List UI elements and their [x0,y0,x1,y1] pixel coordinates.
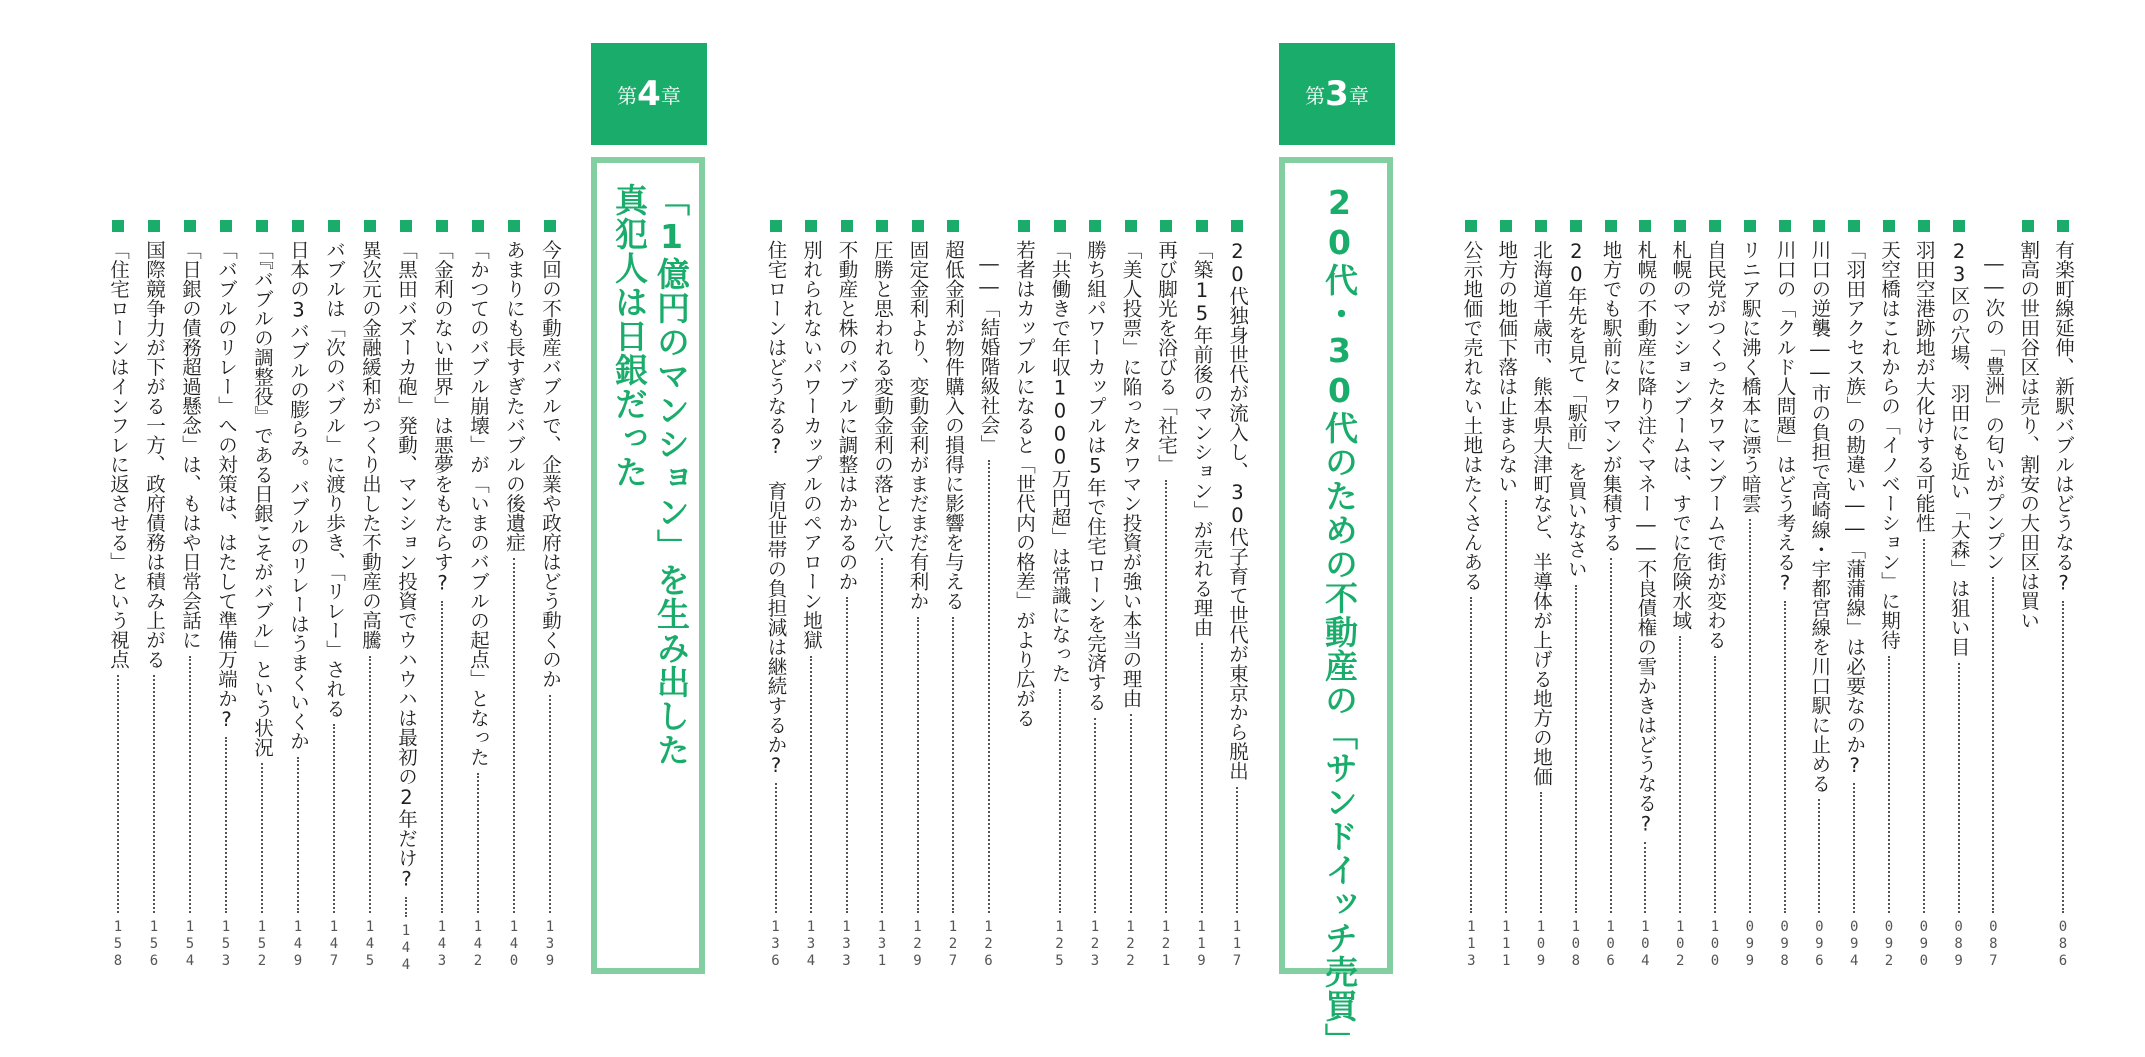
toc-entry[interactable] [1944,220,1974,970]
toc-entry[interactable] [1909,220,1939,970]
toc-entry-page: 102 [1672,919,1689,970]
toc-entry[interactable] [1009,220,1039,970]
toc-entry-body [796,220,826,970]
toc-entry[interactable] [499,220,529,970]
toc-entry-title: 地方でも駅前にタワマンが集積する [1599,240,1623,552]
toc-entry[interactable] [761,220,791,970]
toc-entry-title: 20年先を見て「駅前」を買いなさい [1564,240,1588,579]
toc-entry[interactable] [1804,220,1834,970]
bullet-icon [1500,220,1512,232]
leader-dots [477,773,479,914]
leader-dots [333,724,335,913]
toc-entry-page: 098 [1776,919,1793,970]
toc-entry-title: 公示地価で売れない土地はたくさんある [1460,240,1484,591]
leader-dots [1888,656,1890,914]
leader-dots [1784,601,1786,914]
leader-dots [1714,656,1716,914]
leader-dots [117,675,119,913]
chapter-label-suffix: 章 [1348,83,1369,108]
toc-entry-title: 20代独身世代が流入し、30代子育て世代が東京から脱出 [1226,240,1249,781]
toc-entry[interactable] [903,220,933,970]
toc-entry-page: 149 [290,919,306,970]
toc-entry-body [1187,220,1217,970]
chapter-label-prefix: 第 [617,83,638,108]
toc-entry-body [139,220,169,970]
toc-entry-page: 123 [1087,919,1103,970]
bullet-icon [2022,220,2034,232]
leader-dots [952,617,954,914]
toc-entry-title: 「羽田アクセス族」の勘違い――「蒲蒲線」は必要なのか? [1843,240,1867,777]
chapter-4-title-line2: 真犯人は日銀だった [610,183,649,489]
toc-entry-page: 104 [1637,919,1654,970]
toc-entry-title: 勝ち組パワーカップルは5年で住宅ローンを完済する [1084,240,1107,712]
bullet-icon [148,220,160,232]
leader-dots [917,617,919,914]
toc-entry-body [1944,220,1974,970]
bullet-icon [1054,220,1066,232]
toc-entry-page: 111 [1498,919,1515,970]
toc-entry-body [391,220,421,974]
toc-entry-page: 094 [1846,919,1863,970]
toc-entry-page: 099 [1741,919,1758,970]
leader-dots [1992,577,1994,913]
toc-entry-title: 羽田空港跡地が大化けする可能性 [1912,240,1936,533]
leader-dots [988,460,990,913]
toc-entry-body [247,220,277,970]
toc-entry-body [1770,220,1800,970]
toc-entry-body [2048,220,2078,970]
toc-entry-continuation[interactable] [1978,220,2008,970]
toc-entry[interactable] [2048,220,2078,970]
leader-dots [1059,689,1061,913]
leader-dots [513,558,515,913]
toc-entry-title: 割高の世田谷区は売り、割安の大田区は買い [2017,240,2041,630]
chapter-4-title-box [591,157,705,974]
toc-entry[interactable] [1630,220,1660,970]
bullet-icon [841,220,853,232]
toc-entry-page: 152 [254,919,270,970]
bullet-icon [1744,220,1756,232]
chapter-4-tab [591,43,707,145]
toc-entry-body [175,220,205,970]
bullet-icon [1639,220,1651,232]
toc-entry[interactable] [1116,220,1146,970]
leader-dots [1505,500,1507,914]
toc-entry-page: 145 [362,919,378,970]
toc-entry-body [903,220,933,970]
chapter-3-tab [1279,43,1395,145]
toc-entry-body [283,220,313,970]
bullet-icon [2057,220,2069,232]
toc-entry-title: 「バブルのリレー」への対策は、はたして準備万端か? [215,240,238,731]
toc-entry-title: 固定金利より、変動金利がまだまだ有利か [906,240,930,611]
toc-entry-title: バブルは「次のバブル」に渡り歩き、「リレー」される [323,240,346,718]
toc-entry[interactable] [938,220,968,970]
chapter-number: 4 [637,74,661,114]
toc-entry-title: 「共働きで年収1000万円超」は常識になった [1048,240,1072,683]
bullet-icon [1605,220,1617,232]
toc-entry-body [1045,220,1075,970]
toc-entry-body [355,220,385,970]
toc-entry-page: 131 [874,919,890,970]
toc-entry-body [1978,220,2008,970]
toc-entry-title: 別れられないパワーカップルのペアローン地獄 [800,240,823,650]
toc-entry-page: 096 [1811,919,1828,970]
toc-entry-body [1596,220,1626,970]
leader-dots [1679,636,1681,913]
toc-entry[interactable] [1700,220,1730,970]
chapter-label-suffix: 章 [660,83,681,108]
toc-entry[interactable] [1874,220,1904,970]
toc-entry-body [1909,220,1939,970]
leader-dots [1236,787,1238,914]
toc-entry[interactable] [1080,220,1110,970]
toc-entry-body [1456,220,1486,970]
chapter-3-title: 20代・30代のための不動産の「サンドイッチ売買」 [1320,183,1359,1057]
toc-entry-page: 144 [398,922,414,974]
toc-entry-body [1735,220,1765,970]
toc-entry-page: 089 [1950,919,1967,970]
toc-entry-title: 有楽町線延伸、新駅バブルはどうなる? [2052,240,2075,595]
toc-entry-body [1839,220,1869,970]
toc-entry-title: 国際競争力が下がる一方、政府債務は積み上がる [143,240,166,669]
toc-entry-page: 143 [434,919,450,970]
toc-entry-body [2013,220,2043,970]
bullet-icon [1813,220,1825,232]
bullet-icon [1231,220,1243,232]
toc-entry-page: 125 [1051,919,1068,970]
toc-entry-body [1009,220,1039,970]
toc-entry-title: 「日銀の債務超過懸念」は、もはや日常会話に [179,240,202,650]
toc-entry-body [1151,220,1181,970]
toc-entry-body [1665,220,1695,970]
toc-entry-page: 136 [767,919,784,970]
bullet-icon [364,220,376,232]
leader-dots [1540,792,1542,913]
toc-entry-body [867,220,897,970]
toc-entry-title: 23区の穴場、羽田にも近い「大森」は狙い目 [1947,240,1971,657]
bullet-icon [805,220,817,232]
leader-dots [1644,842,1646,914]
toc-entry-page: 142 [470,919,486,970]
toc-entry[interactable] [2013,220,2043,970]
leader-dots [1818,799,1820,913]
leader-dots [881,558,883,913]
leader-dots [846,597,848,913]
toc-entry[interactable] [463,220,493,970]
toc-entry-title: 札幌の不動産に降り注ぐマネー――不良債権の雪かきはどうなる? [1634,240,1658,836]
toc-entry[interactable] [319,220,349,970]
toc-entry-page: 140 [506,919,522,970]
chapter-number: 3 [1325,74,1349,114]
leader-dots [1923,539,1925,914]
toc-entry-title: 若者はカップルになると「世代内の格差」がより広がる [1013,240,1036,728]
toc-entry-title: 札幌のマンションブームは、すでに危険水域 [1669,240,1693,630]
toc-entry-page: 127 [945,919,961,970]
toc-entry[interactable] [1596,220,1626,970]
bullet-icon [1674,220,1686,232]
leader-dots [189,656,191,914]
leader-dots [297,757,299,914]
leader-dots [1610,558,1612,913]
bullet-icon [328,220,340,232]
toc-entry-title: 超低金利が物件購入の損得に影響を与える [942,240,965,611]
toc-entry-body [1700,220,1730,970]
bullet-icon [256,220,268,232]
toc-entry-continuation[interactable] [974,220,1004,970]
leader-dots [1165,480,1167,913]
toc-entry-body [1491,220,1521,970]
bullet-icon [1883,220,1895,232]
toc-entry-page: 158 [110,919,126,970]
bullet-icon [770,220,782,232]
bullet-icon [1709,220,1721,232]
toc-entry-body [103,220,133,970]
toc-entry-title: 「かつてのバブル崩壊」が「いまのバブルの起点」となった [467,240,490,767]
bullet-icon [1779,220,1791,232]
bullet-icon [1953,220,1965,232]
leader-dots [405,897,407,917]
toc-entry-page: 106 [1602,919,1619,970]
toc-entry-page: 108 [1567,919,1584,970]
toc-entry-body [1526,220,1556,970]
leader-dots [775,783,777,913]
chapter-4-title-line1: 「1億円のマンション」を生み出した [652,183,691,767]
toc-entry[interactable] [1665,220,1695,970]
toc-entry[interactable] [832,220,862,970]
bullet-icon [508,220,520,232]
toc-entry-page: 113 [1463,919,1480,970]
toc-entry-title: 「金利のない世界」は悪夢をもたらす? [431,240,454,595]
toc-entry-body [535,220,565,970]
bullet-icon [876,220,888,232]
toc-entry-body [211,220,241,970]
toc-entry[interactable] [427,220,457,970]
toc-entry-page: 156 [146,919,162,970]
toc-entry[interactable] [139,220,169,970]
toc-entry[interactable] [796,220,826,970]
toc-entry-page: 147 [326,919,342,970]
toc-entry-title: 異次元の金融緩和がつくり出した不動産の高騰 [359,240,382,650]
toc-entry-title: 「『バブルの調整役』である日銀こそがバブル」という状況 [251,240,274,757]
toc-entry[interactable] [1222,220,1252,970]
toc-entry-title: 圧勝と思われる変動金利の落とし穴 [871,240,894,552]
toc-entry-subtitle: ――次の「豊洲」の匂いがプンプン [1982,252,2006,571]
toc-entry-page: 129 [909,919,926,970]
leader-dots [1094,718,1096,914]
toc-entry-title: 「美人投票」に陥ったタワマン投資が強い本当の理由 [1119,240,1143,708]
toc-entry-body [1874,220,1904,970]
toc-entry-body [974,220,1004,970]
toc-entry[interactable] [1456,220,1486,970]
toc-entry-title: 地方の地価下落は止まらない [1495,240,1519,494]
toc-entry[interactable] [247,220,277,970]
toc-entry-body [463,220,493,970]
toc-entry[interactable] [1187,220,1217,970]
toc-entry-title: 川口の「クルド人問題」はどう考える? [1773,240,1797,595]
toc-entry-body [761,220,791,970]
toc-entry[interactable] [1151,220,1181,970]
toc-entry[interactable] [1561,220,1591,970]
toc-entry[interactable] [391,220,421,974]
toc-entry-page: 086 [2055,919,2071,970]
toc-entry-page: 090 [1915,919,1932,970]
chapter-3-title-box [1279,157,1393,1057]
toc-entry[interactable] [1839,220,1869,970]
toc-entry-page: 121 [1158,919,1174,970]
toc-entry-page: 122 [1122,919,1139,970]
toc-entry[interactable] [283,220,313,970]
bullet-icon [112,220,124,232]
toc-entry-page: 126 [980,919,997,970]
toc-entry-page: 154 [182,919,198,970]
toc-entry[interactable] [103,220,133,970]
bullet-icon [220,220,232,232]
toc-entry-title: 川口の逆襲――市の負担で高崎線・宇都宮線を川口駅に止める [1808,240,1832,793]
toc-entry-title: 住宅ローンはどうなる? 育児世帯の負担減は継続するか? [764,240,788,777]
toc-entry-title: 不動産と株のバブルに調整はかかるのか [835,240,859,591]
leader-dots [369,656,371,914]
toc-entry-body [832,220,862,970]
toc-entry-body [1630,220,1660,970]
bullet-icon [1196,220,1208,232]
leader-dots [1130,714,1132,913]
toc-entry-body [1561,220,1591,970]
bullet-icon [184,220,196,232]
bullet-icon [472,220,484,232]
bullet-icon [400,220,412,232]
toc-entry-title: 「築15年前後のマンション」が売れる理由 [1190,240,1214,637]
toc-entry-page: 109 [1533,919,1549,970]
leader-dots [1749,519,1751,913]
toc-entry-body [499,220,529,970]
leader-dots [1470,597,1472,913]
toc-entry-title: 北海道千歳市、熊本県大津町など、半導体が上げる地方の地価 [1530,240,1553,786]
bullet-icon [436,220,448,232]
leader-dots [153,675,155,913]
toc-entry[interactable] [211,220,241,970]
toc-entry-page: 133 [838,919,855,970]
toc-entry-title: 「住宅ローンはインフレに返させる」という視点 [107,240,130,669]
toc-entry[interactable] [355,220,385,970]
leader-dots [549,695,551,914]
toc-entry-body [1080,220,1110,970]
toc-entry[interactable] [1491,220,1521,970]
toc-entry-title: 日本の3バブルの膨らみ。バブルのリレーはうまくいくか [287,240,310,751]
leader-dots [810,656,812,914]
toc-entry-title: あまりにも長すぎたバブルの後遺症 [503,240,526,552]
bullet-icon [1089,220,1101,232]
bullet-icon [1018,220,1030,232]
toc-entry-page: 119 [1193,919,1210,970]
chapter-label-prefix: 第 [1305,83,1326,108]
bullet-icon [1160,220,1172,232]
toc-entry-page: 134 [803,919,819,970]
toc-entry[interactable] [535,220,565,970]
toc-entry-body [1804,220,1834,970]
bullet-icon [1465,220,1477,232]
toc-entry[interactable] [867,220,897,970]
toc-entry[interactable] [175,220,205,970]
toc-entry-title: 再び脚光を浴びる「社宅」 [1155,240,1178,474]
leader-dots [1201,643,1203,913]
toc-entry-title: 天空橋はこれからの「イノベーション」に期待 [1878,240,1901,650]
toc-entry[interactable] [1735,220,1765,970]
bullet-icon [1570,220,1582,232]
toc-entry-page: 087 [1985,919,2002,970]
toc-entry-title: 今回の不動産バブルで、企業や政府はどう動くのか [539,240,562,689]
toc-entry[interactable] [1045,220,1075,970]
toc-entry-body [427,220,457,970]
toc-entry[interactable] [1770,220,1800,970]
toc-entry-title: 自民党がつくったタワマンブームで街が変わる [1704,240,1727,650]
bullet-icon [1125,220,1137,232]
toc-entry-page: 153 [218,919,234,970]
bullet-icon [947,220,959,232]
bullet-icon [1848,220,1860,232]
bullet-icon [544,220,556,232]
leader-dots [2062,601,2064,914]
bullet-icon [292,220,304,232]
bullet-icon [912,220,924,232]
toc-entry[interactable] [1526,220,1556,970]
leader-dots [1575,585,1577,914]
toc-entry-body [1116,220,1146,970]
leader-dots [1958,663,1960,914]
toc-entry-title: 「黒田バズーカ砲」発動、マンション投資でウハウハは最初の2年だけ? [395,240,418,891]
toc-entry-page: 139 [542,919,558,970]
toc-entry-body [1222,220,1252,970]
toc-entry-page: 092 [1881,919,1897,970]
bullet-icon [1918,220,1930,232]
leader-dots [261,763,263,913]
toc-entry-page: 117 [1229,919,1245,970]
toc-entry-body [319,220,349,970]
bullet-icon [1535,220,1547,232]
toc-entry-body [938,220,968,970]
leader-dots [1853,783,1855,913]
leader-dots [225,737,227,913]
leader-dots [441,601,443,914]
toc-entry-title: リニア駅に沸く橋本に漂う暗雲 [1738,240,1762,513]
toc-entry-page: 100 [1707,919,1723,970]
toc-entry-subtitle: ――「結婚階級社会」 [977,252,1001,454]
